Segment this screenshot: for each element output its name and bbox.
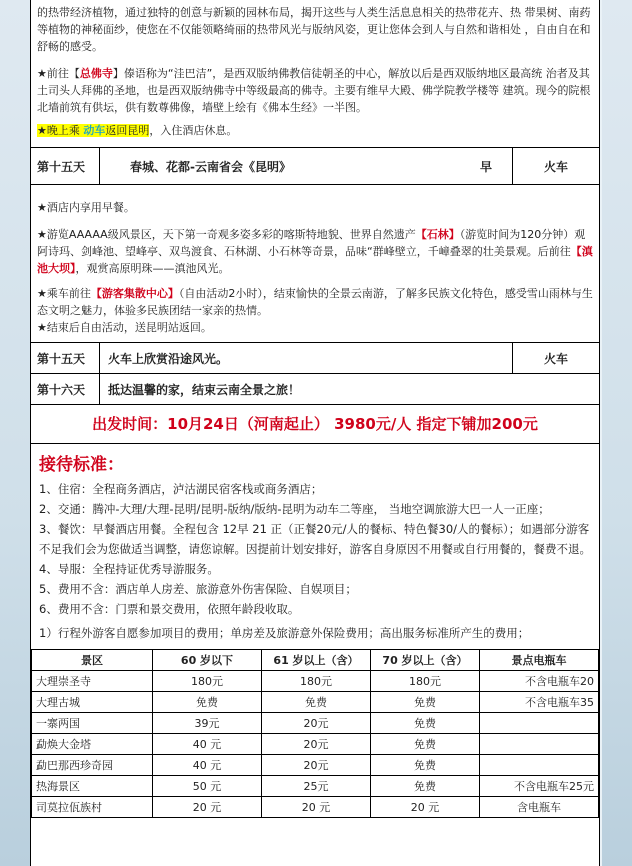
standards-title: 接待标准： xyxy=(31,443,599,479)
breakfast-line: ★酒店内享用早餐。 xyxy=(37,201,135,214)
cell-spot: 勐焕大金塔 xyxy=(32,734,153,755)
header-scenic-spot: 景区 xyxy=(32,650,153,671)
cell-shuttle: 不含电瓶车25元 xyxy=(480,776,599,797)
standard-item-excluded-2: 6、费用不含：门票和景交费用，依照年龄段收取。 xyxy=(39,602,300,616)
dianchi-description: ，观赏高原明珠——滇池风光。 xyxy=(75,262,230,275)
temple-description: 】傣语称为“洼巴洁”，是西双版纳佛教信徒朝圣的中心，解放以后是西双版纳地区最高统 治者及其土司头人拜佛的圣地，也是西双版纳佛寺中等级最高的佛寺。主要有维早大殿、佛学院教学楼等 建筑。现今的院根北墙前筑有供坛，供有数尊佛像，墙壁上绘有《佛本生经》一半图。 xyxy=(37,67,591,114)
cell-shuttle: 不含电瓶车20 xyxy=(480,671,599,692)
cell-price: 180元 xyxy=(153,671,262,692)
cell-shuttle xyxy=(480,755,599,776)
cell-price: 20 元 xyxy=(153,797,262,818)
free-activity-line: ★结束后自由活动，送昆明站返回。 xyxy=(37,321,212,334)
standard-item-optional: 1）行程外游客自愿参加项目的费用；单房差及旅游意外保险费用；高出服务标准所产生的费用； xyxy=(39,626,530,640)
cell-shuttle xyxy=(480,734,599,755)
stone-forest-description: （游览时间为120分钟）观阿诗玛、剑峰池、望峰亭、双鸟渡食、石林湖、小石林等奇景，品味“群峰壁立，千嶂叠翠的壮美景观。后前往 xyxy=(37,228,586,258)
cell-spot: 大理崇圣寺 xyxy=(32,671,153,692)
standards-list xyxy=(31,479,599,643)
day15b-label: 第十五天 xyxy=(31,343,100,373)
table-row xyxy=(32,713,599,734)
header-61-plus: 61 岁以上（含） xyxy=(262,650,371,671)
ticket-price-table xyxy=(31,649,599,818)
day16-row xyxy=(31,373,599,404)
header-under-60: 60 岁以下 xyxy=(153,650,262,671)
cell-price: 20元 xyxy=(262,734,371,755)
cell-price: 180元 xyxy=(262,671,371,692)
day15-label: 第十五天 xyxy=(31,148,100,184)
day15-route-text: 春城、花都-云南省会《昆明》 xyxy=(130,159,291,174)
day15-header-row xyxy=(31,147,599,184)
standard-item-guide: 4、导服：全程持证优秀导游服务。 xyxy=(39,562,219,576)
day16-text: 抵达温馨的家，结束云南全景之旅！ xyxy=(108,382,301,397)
cell-price: 39元 xyxy=(153,713,262,734)
header-70-plus: 70 岁以上（含） xyxy=(371,650,480,671)
dianchi-dam-highlight: 【滇池大坝】 xyxy=(37,245,593,275)
background-left xyxy=(0,0,30,866)
table-row xyxy=(32,692,599,713)
background-right xyxy=(602,0,632,866)
standard-item-excluded-1: 5、费用不含：酒店单人房差、旅游意外伤害保险、自娱项目； xyxy=(39,582,357,596)
evening-text: ★晚上乘 xyxy=(37,124,84,137)
hotel-text: ，入住酒店休息。 xyxy=(149,124,238,137)
intro-paragraph: 的热带经济植物，通过独特的创意与新颖的园林布局，揭开这些与人类生活息息相关的热带花卉、热 带果树、南药等植物的神秘面纱，使您在不仅能领略绮丽的热带风光与版纳风姿，更让您体会到人与自然和谐相处 ，自由自在和舒畅的感受。 xyxy=(37,6,591,53)
table-row xyxy=(32,671,599,692)
day15-route xyxy=(100,148,512,184)
cell-price: 40 元 xyxy=(153,734,262,755)
table-row xyxy=(32,734,599,755)
cell-price: 25元 xyxy=(262,776,371,797)
header-shuttle: 景点电瓶车 xyxy=(480,650,599,671)
cell-price: 20元 xyxy=(262,713,371,734)
cell-shuttle: 不含电瓶车35 xyxy=(480,692,599,713)
table-row xyxy=(32,797,599,818)
day15-content xyxy=(31,184,599,342)
day15b-text: 火车上欣赏沿途风光。 xyxy=(108,351,229,366)
cell-price: 免费 xyxy=(153,692,262,713)
cell-price: 40 元 xyxy=(153,755,262,776)
table-row xyxy=(32,755,599,776)
table-row xyxy=(32,776,599,797)
cell-shuttle: 含电瓶车 xyxy=(480,797,599,818)
return-kunming-text: 返回昆明 xyxy=(105,124,150,137)
cell-price: 免费 xyxy=(371,776,480,797)
day15-meal: 早 xyxy=(479,159,492,174)
temple-highlight: 总佛寺 xyxy=(79,67,113,80)
stone-forest-paragraph xyxy=(31,226,599,277)
visitor-center-paragraph xyxy=(31,285,599,319)
visitor-center-description: （自由活动2小时），结束愉快的全景云南游，了解多民族文化特色，感受雪山雨林与生态文明之魅力，体验多民族团结一家亲的热情。 xyxy=(37,287,593,317)
cell-spot: 热海景区 xyxy=(32,776,153,797)
cell-price: 免费 xyxy=(371,692,480,713)
cell-price: 免费 xyxy=(371,734,480,755)
day15b-transport: 火车 xyxy=(512,343,599,373)
itinerary-document xyxy=(30,0,600,866)
cell-price: 20 元 xyxy=(371,797,480,818)
standard-item-meals: 3、餐饮：早餐酒店用餐。全程包含 12早 21 正（正餐20元/人的餐标、特色餐30/人的餐标）；如遇部分游客不足我们会为您做适当调整，请您谅解。因提前计划安排好，游客自身原因不用餐或自行用餐的，餐费不退。 xyxy=(39,522,591,556)
bullet-text: ★前往【 xyxy=(37,67,80,80)
day16-label: 第十六天 xyxy=(31,374,100,404)
cell-price: 免费 xyxy=(371,713,480,734)
cell-price: 20元 xyxy=(262,755,371,776)
day15b-row xyxy=(31,342,599,373)
cell-spot: 勐巴那西珍奇园 xyxy=(32,755,153,776)
bullet-train-highlight: 动车 xyxy=(83,124,106,137)
departure-info: 出发时间：10月24日（河南起止） 3980元/人 指定下铺加200元 xyxy=(31,404,599,443)
stone-forest-highlight: 【石林】 xyxy=(415,228,460,241)
cell-price: 免费 xyxy=(262,692,371,713)
cell-spot: 大理古城 xyxy=(32,692,153,713)
day14-train-paragraph xyxy=(31,122,599,139)
stone-forest-intro: ★游览AAAAA级风景区，天下第一奇观多姿多彩的喀斯特地貌、世界自然遗产 xyxy=(37,228,416,241)
table-header-row xyxy=(32,650,599,671)
visitor-center-highlight: 【游客集散中心】 xyxy=(90,287,179,300)
cell-shuttle xyxy=(480,713,599,734)
cell-price: 20 元 xyxy=(262,797,371,818)
visitor-center-intro: ★乘车前往 xyxy=(37,287,91,300)
cell-spot: 一寨两国 xyxy=(32,713,153,734)
day14-temple-paragraph xyxy=(31,65,599,116)
cell-spot: 司莫拉佤族村 xyxy=(32,797,153,818)
cell-price: 免费 xyxy=(371,755,480,776)
cell-price: 180元 xyxy=(371,671,480,692)
standard-item-lodging: 1、住宿：全程商务酒店，泸沽湖民宿客栈或商务酒店； xyxy=(39,482,323,496)
day15-transport: 火车 xyxy=(512,148,599,184)
cell-price: 50 元 xyxy=(153,776,262,797)
standard-item-transport: 2、交通：腾冲-大理/大理-昆明/昆明-版纳/版纳-昆明为动车二等座， 当地空调旅游大巴一人一正座； xyxy=(39,502,550,516)
